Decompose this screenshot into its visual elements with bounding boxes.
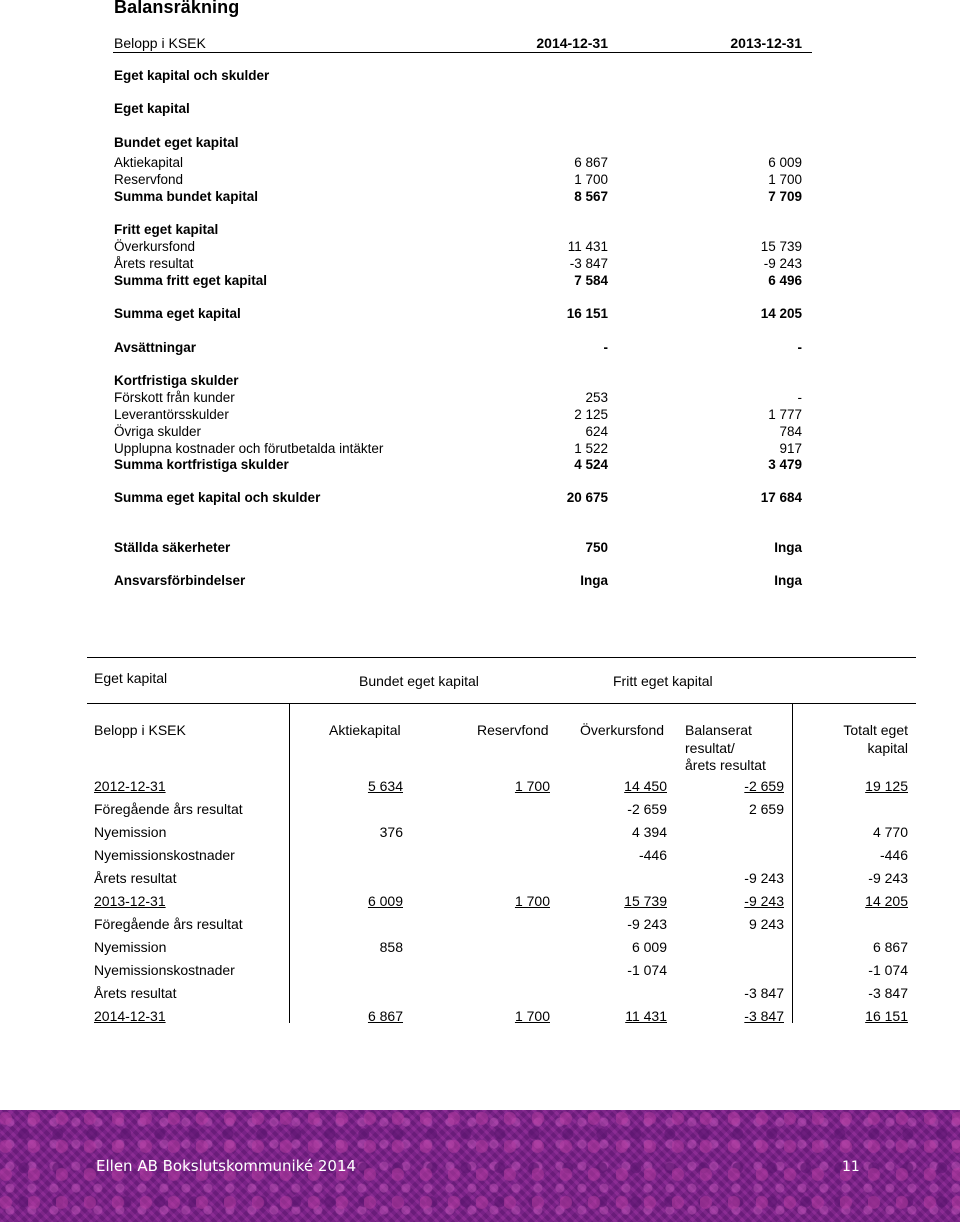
aktiekapital-cell: 6 867 — [367, 1008, 403, 1024]
reservfond-cell: 1 700 — [514, 778, 550, 794]
equity-row — [94, 893, 908, 911]
value-2014: 16 151 — [566, 306, 608, 321]
value-2014: -3 847 — [569, 256, 608, 271]
equity-row — [94, 962, 908, 980]
group-header-fritt: Fritt eget kapital — [613, 673, 713, 689]
group-header-bundet: Bundet eget kapital — [359, 673, 479, 689]
group-header-eget: Eget kapital — [94, 670, 168, 686]
header-label: Belopp i KSEK — [114, 35, 206, 51]
balance-row — [114, 340, 802, 357]
equity-row — [94, 824, 908, 842]
value-2014: 750 — [585, 540, 608, 555]
balance-row — [114, 273, 802, 290]
row-label: Kortfristiga skulder — [114, 373, 239, 388]
balance-row — [114, 390, 802, 407]
overkursfond-cell: -9 243 — [627, 916, 667, 932]
value-2013: 7 709 — [768, 189, 802, 204]
row-label: Årets resultat — [94, 985, 177, 1001]
value-2013: 3 479 — [768, 457, 802, 472]
row-label: Övriga skulder — [114, 424, 202, 439]
row-label: Eget kapital och skulder — [114, 68, 270, 83]
overkursfond-cell: -446 — [638, 847, 667, 863]
row-label: Föregående års resultat — [94, 801, 243, 817]
reservfond-cell: 1 700 — [514, 1008, 550, 1024]
value-2013: 917 — [779, 441, 802, 456]
row-label: Nyemission — [94, 824, 167, 840]
col-header-balanserat: årets resultat — [685, 757, 766, 773]
row-label: Leverantörsskulder — [114, 407, 229, 422]
footer-text: Ellen AB Bokslutskommuniké 2014 — [96, 1157, 357, 1175]
balance-row — [114, 424, 802, 441]
equity-row — [94, 847, 908, 865]
value-2013: - — [797, 340, 802, 355]
value-2014: 253 — [585, 390, 608, 405]
balance-row — [114, 239, 802, 256]
row-label: Ställda säkerheter — [114, 540, 231, 555]
header-col-2013: 2013-12-31 — [730, 35, 802, 51]
overkursfond-cell: 14 450 — [624, 778, 667, 794]
row-label: Årets resultat — [94, 870, 177, 886]
totalt-cell: -9 243 — [868, 870, 908, 886]
totalt-cell: 14 205 — [865, 893, 908, 909]
value-2014: 4 524 — [574, 457, 608, 472]
value-2014: 1 700 — [574, 172, 608, 187]
equity-row — [94, 778, 908, 796]
totalt-cell: -1 074 — [868, 962, 908, 978]
row-label: Nyemissionskostnader — [94, 962, 235, 978]
balanserat-cell: -3 847 — [744, 985, 784, 1001]
row-label: Föregående års resultat — [94, 916, 243, 932]
balance-row — [114, 490, 802, 507]
value-2013: Inga — [774, 573, 802, 588]
balance-row — [114, 441, 802, 458]
balanserat-cell: -3 847 — [744, 1008, 784, 1024]
row-label: Överkursfond — [114, 239, 196, 254]
page-number: 11 — [842, 1159, 860, 1175]
col-header-overkursfond: Överkursfond — [580, 722, 665, 738]
row-label: Årets resultat — [114, 256, 194, 271]
row-label: Nyemission — [94, 939, 167, 955]
equity-row — [94, 916, 908, 934]
row-label: Summa fritt eget kapital — [114, 273, 268, 288]
balance-row — [114, 135, 802, 152]
balance-row — [114, 172, 802, 189]
overkursfond-cell: -1 074 — [627, 962, 667, 978]
value-2014: - — [603, 340, 608, 355]
row-label: Summa eget kapital — [114, 306, 241, 321]
balance-row — [114, 222, 802, 239]
reservfond-cell: 1 700 — [514, 893, 550, 909]
value-2013: Inga — [774, 540, 802, 555]
totalt-cell: 16 151 — [865, 1008, 908, 1024]
equity-row — [94, 939, 908, 957]
balance-row — [114, 256, 802, 273]
value-2013: 6 009 — [768, 155, 802, 170]
totalt-cell: 4 770 — [872, 824, 908, 840]
balance-row — [114, 373, 802, 390]
balanserat-cell: -2 659 — [744, 778, 784, 794]
row-label: Eget kapital — [114, 101, 190, 116]
header-col-2014: 2014-12-31 — [536, 35, 608, 51]
col-header-totalt: Totalt eget — [843, 722, 908, 738]
aktiekapital-cell: 858 — [379, 939, 403, 955]
equity-row — [94, 801, 908, 819]
col-header-balanserat: resultat/ — [685, 740, 735, 756]
value-2014: 11 431 — [567, 239, 608, 254]
col-header-aktiekapital: Aktiekapital — [329, 722, 401, 738]
value-2013: - — [797, 390, 802, 405]
equity-row — [94, 870, 908, 888]
equity-row — [94, 985, 908, 1003]
row-label: Aktiekapital — [114, 155, 184, 170]
balance-row — [114, 68, 802, 85]
row-label: 2012-12-31 — [94, 778, 166, 794]
value-2013: 14 205 — [760, 306, 802, 321]
row-label: Bundet eget kapital — [114, 135, 239, 150]
footer-band — [0, 1110, 960, 1222]
value-2014: Inga — [580, 573, 608, 588]
row-label: Summa bundet kapital — [114, 189, 259, 204]
row-label: Ansvarsförbindelser — [114, 573, 246, 588]
col-header-label: Belopp i KSEK — [94, 722, 186, 738]
balance-row — [114, 155, 802, 172]
balance-row — [114, 573, 802, 590]
aktiekapital-cell: 5 634 — [367, 778, 403, 794]
row-label: Nyemissionskostnader — [94, 847, 235, 863]
page-title: Balansräkning — [114, 0, 240, 17]
balanserat-cell: -9 243 — [744, 870, 784, 886]
balance-row — [114, 407, 802, 424]
overkursfond-cell: -2 659 — [627, 801, 667, 817]
totalt-cell: -3 847 — [868, 985, 908, 1001]
value-2014: 8 567 — [574, 189, 608, 204]
balanserat-cell: -9 243 — [744, 893, 784, 909]
row-label: Avsättningar — [114, 340, 197, 355]
col-header-balanserat: Balanserat — [685, 722, 752, 738]
value-2014: 6 867 — [574, 155, 608, 170]
row-label: 2013-12-31 — [94, 893, 166, 909]
aktiekapital-cell: 6 009 — [367, 893, 403, 909]
equity-top-rule — [87, 657, 916, 658]
value-2013: 1 777 — [768, 407, 802, 422]
row-label: Förskott från kunder — [114, 390, 235, 405]
value-2014: 2 125 — [574, 407, 608, 422]
totalt-cell: -446 — [879, 847, 908, 863]
balance-row — [114, 457, 802, 474]
equity-row — [94, 1008, 908, 1026]
value-2014: 7 584 — [574, 273, 608, 288]
value-2014: 20 675 — [566, 490, 608, 505]
overkursfond-cell: 6 009 — [631, 939, 667, 955]
value-2013: 1 700 — [768, 172, 802, 187]
value-2014: 1 522 — [574, 441, 608, 456]
overkursfond-cell: 15 739 — [624, 893, 667, 909]
col-header-reservfond: Reservfond — [477, 722, 549, 738]
row-label: Upplupna kostnader och förutbetalda intäkter — [114, 441, 384, 456]
value-2013: 784 — [779, 424, 802, 439]
balance-row — [114, 306, 802, 323]
overkursfond-cell: 4 394 — [631, 824, 667, 840]
row-label: Reservfond — [114, 172, 184, 187]
value-2013: 6 496 — [768, 273, 802, 288]
col-header-totalt: kapital — [867, 740, 908, 756]
balance-row — [114, 101, 802, 118]
row-label: Fritt eget kapital — [114, 222, 219, 237]
row-label: Summa kortfristiga skulder — [114, 457, 289, 472]
balance-row — [114, 189, 802, 206]
balanserat-cell: 9 243 — [748, 916, 784, 932]
overkursfond-cell: 11 431 — [625, 1008, 667, 1024]
balanserat-cell: 2 659 — [748, 801, 784, 817]
value-2013: 15 739 — [760, 239, 802, 254]
aktiekapital-cell: 376 — [379, 824, 403, 840]
value-2013: 17 684 — [760, 490, 802, 505]
totalt-cell: 6 867 — [872, 939, 908, 955]
row-label: Summa eget kapital och skulder — [114, 490, 321, 505]
balance-row — [114, 540, 802, 557]
balance-header — [113, 34, 812, 53]
value-2014: 624 — [585, 424, 608, 439]
totalt-cell: 19 125 — [865, 778, 908, 794]
value-2013: -9 243 — [763, 256, 802, 271]
row-label: 2014-12-31 — [94, 1008, 166, 1024]
